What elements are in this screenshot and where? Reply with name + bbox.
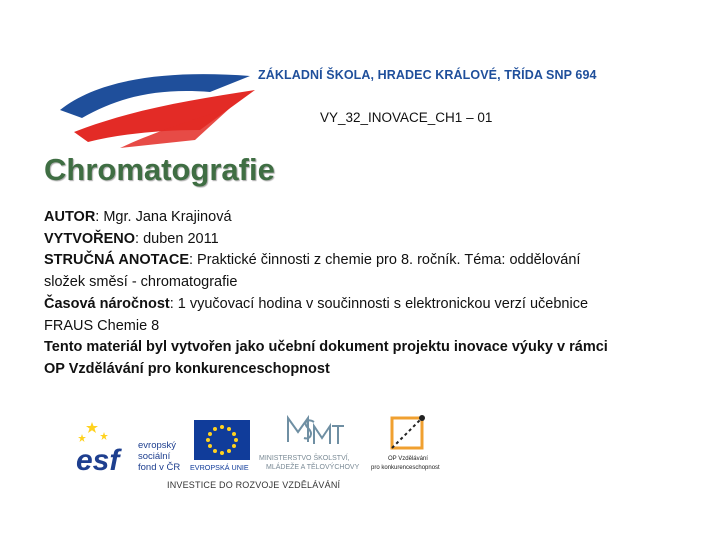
- esf-line-2: sociální: [138, 451, 171, 462]
- annotation-value: : Praktické činnosti z chemie pro 8. ročník. Téma: oddělování: [189, 252, 581, 269]
- school-logo: [60, 70, 255, 150]
- author-label: AUTOR: [44, 209, 96, 225]
- esf-logo: [74, 418, 184, 474]
- esf-stars-icon: [78, 422, 108, 442]
- material-text-2: OP Vzdělávání pro konkurenceschopnost: [44, 360, 330, 377]
- material-line: [44, 337, 674, 359]
- author-line: [44, 207, 674, 229]
- document-info: [44, 207, 674, 381]
- eu-logo: [188, 418, 256, 474]
- msmt-monogram-icon: [288, 418, 344, 444]
- material-text: Tento materiál byl vytvořen jako učební dokument projektu inovace výuky v rámci: [44, 339, 608, 356]
- annotation-line-2: složek směsí - chromatografie: [44, 274, 238, 291]
- time-label: Časová náročnost: [44, 295, 170, 312]
- op-logo: [370, 410, 450, 476]
- investice-tagline: INVESTICE DO ROZVOJE VZDĚLÁVÁNÍ: [167, 480, 341, 490]
- created-value: : duben 2011: [135, 230, 219, 247]
- material-line-2: [44, 359, 674, 381]
- esf-line-3: fond v ČR: [138, 462, 181, 473]
- esf-line-1: evropský: [138, 440, 177, 451]
- op-line-2: pro konkurenceschopnost: [371, 465, 440, 471]
- created-line: [44, 229, 674, 251]
- eu-label: EVROPSKÁ UNIE: [190, 463, 249, 472]
- author-value: : Mgr. Jana Krajinová: [95, 209, 232, 225]
- created-label: VYTVOŘENO: [44, 230, 136, 247]
- annotation-label: STRUČNÁ ANOTACE: [44, 252, 189, 269]
- esf-mark: esf: [76, 444, 120, 474]
- school-name: ZÁKLADNÍ ŠKOLA, HRADEC KRÁLOVÉ, TŘÍDA SNP 694: [258, 68, 597, 82]
- time-line: [44, 294, 674, 316]
- msmt-line-1: MINISTERSTVO ŠKOLSTVÍ,: [259, 455, 350, 462]
- op-puzzle-icon: [392, 415, 425, 448]
- document-code: VY_32_INOVACE_CH1 – 01: [320, 110, 493, 125]
- annotation-line: [44, 250, 674, 272]
- time-line-2: FRAUS Chemie 8: [44, 317, 160, 334]
- msmt-line-2: MLÁDEŽE A TĚLOVÝCHOVY: [266, 464, 360, 471]
- op-line-1: OP Vzdělávání: [388, 456, 428, 462]
- page-title: Chromatografie: [44, 152, 275, 187]
- time-value: : 1 vyučovací hodina v součinnosti s elektronickou verzí učebnice: [169, 295, 589, 312]
- msmt-logo: [258, 412, 368, 474]
